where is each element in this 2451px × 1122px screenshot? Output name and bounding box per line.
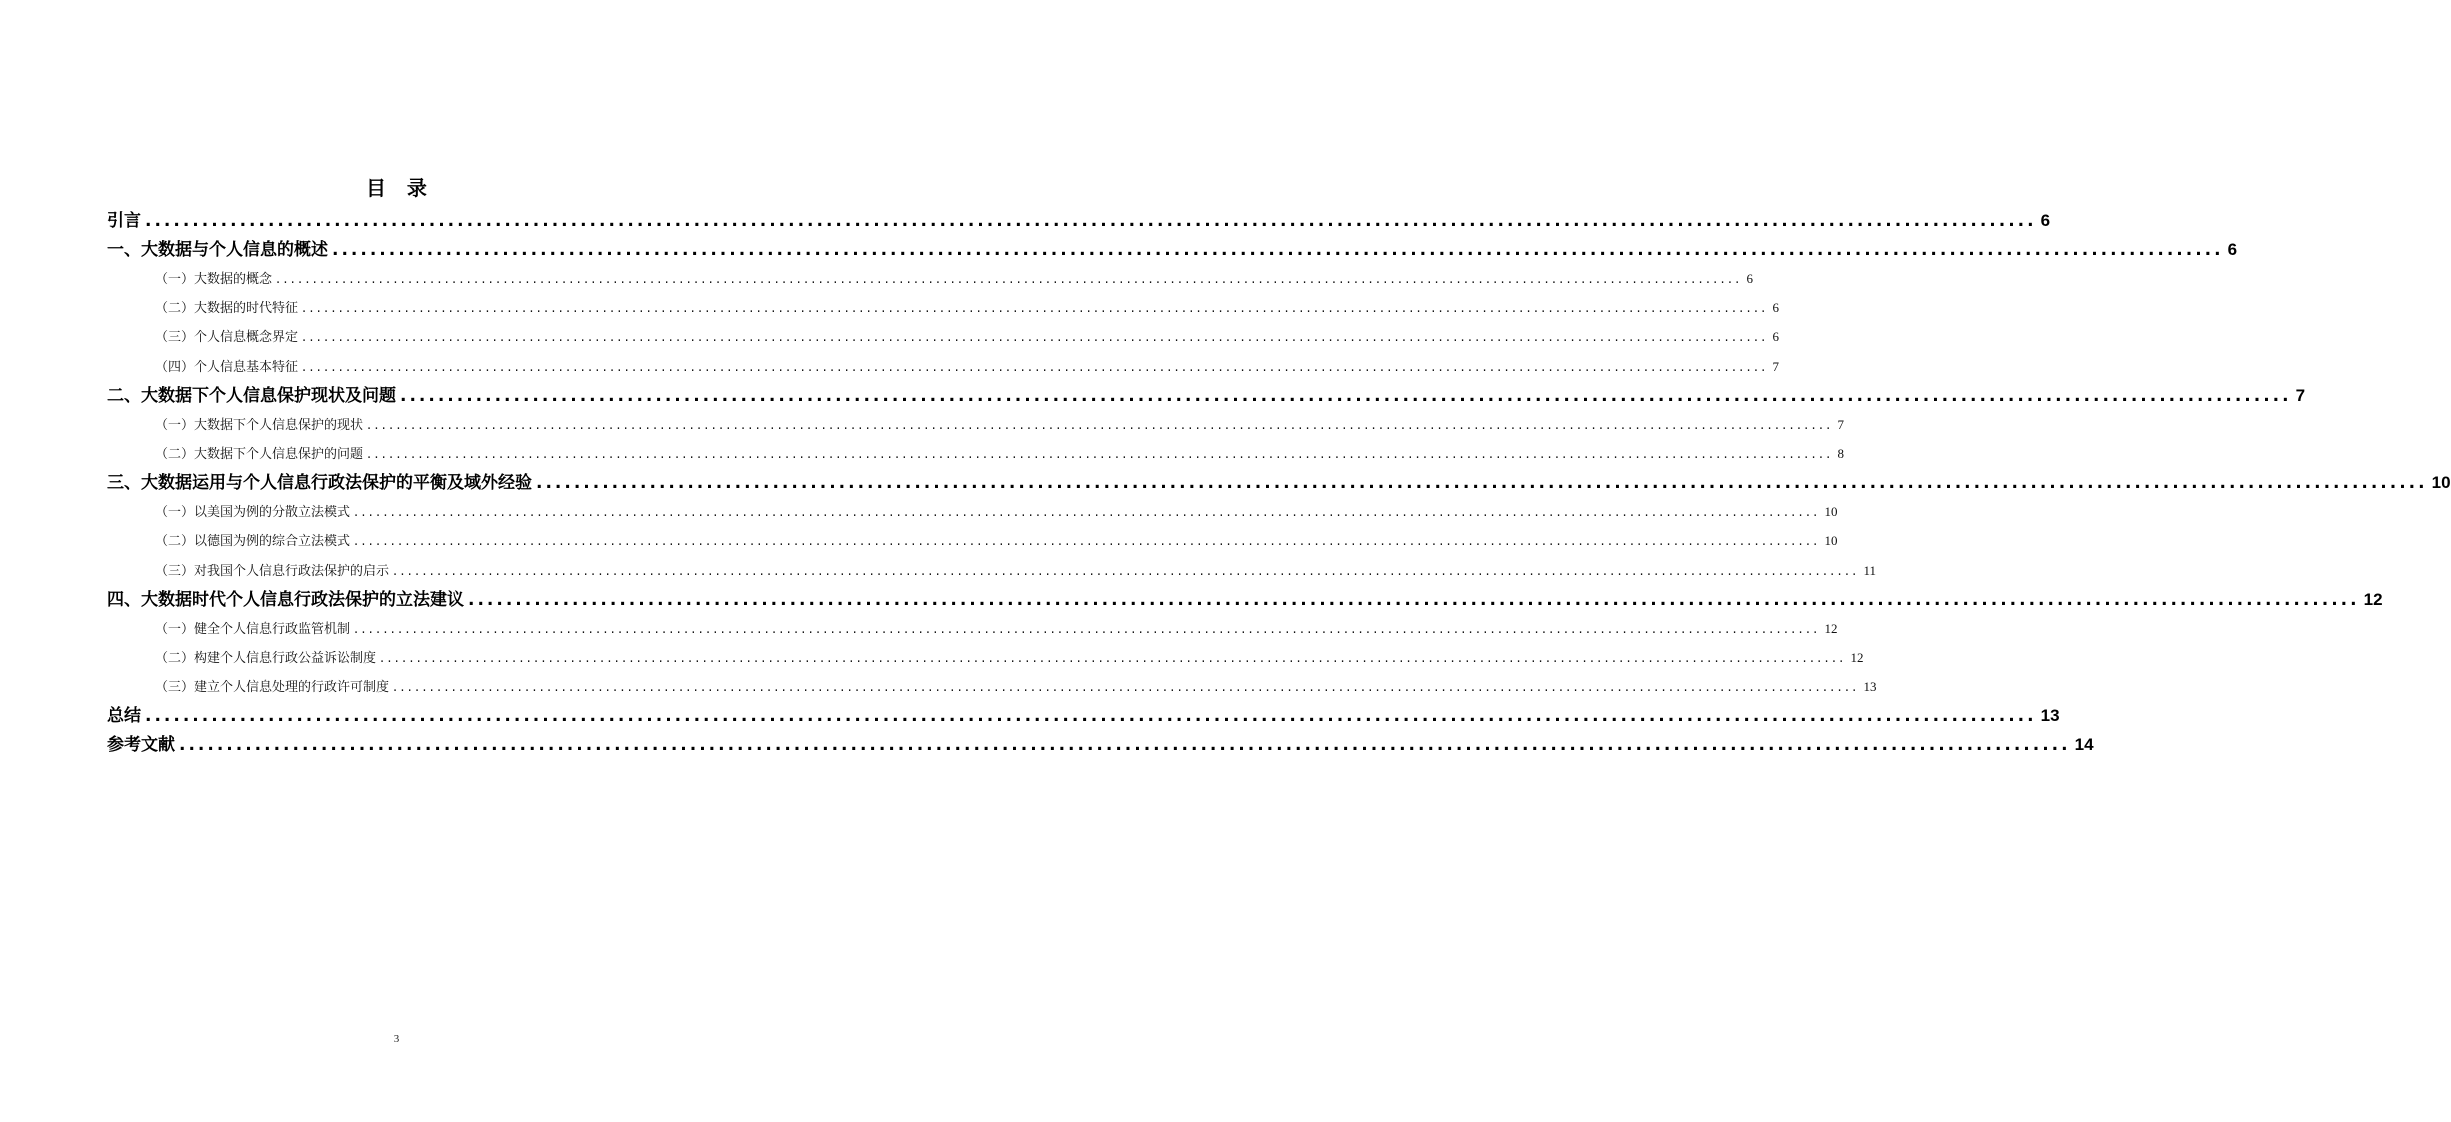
toc-subentry[interactable] bbox=[107, 439, 1844, 468]
toc-leader: ........................................................................................................................................................................................................ bbox=[145, 706, 2037, 727]
toc-entry-page: 6 bbox=[2228, 235, 2237, 264]
toc-title: 目 录 bbox=[366, 176, 427, 200]
toc-entry[interactable] bbox=[107, 381, 2306, 410]
toc-entry-page: 7 bbox=[2296, 381, 2305, 410]
toc-leader: ........................................................................................................................................................................................................ bbox=[468, 589, 2360, 610]
toc-subentry[interactable] bbox=[107, 264, 1753, 293]
toc-entry-label: 三、大数据运用与个人信息行政法保护的平衡及域外经验 bbox=[107, 469, 532, 498]
toc-entry-label: 一、大数据与个人信息的概述 bbox=[107, 236, 328, 265]
toc-entry-page: 10 bbox=[1824, 497, 1837, 526]
toc-entry-label: （一）以美国为例的分散立法模式 bbox=[155, 498, 350, 527]
toc-subentry[interactable] bbox=[107, 352, 1779, 381]
page-number: 3 bbox=[393, 1033, 400, 1045]
toc-subentry[interactable] bbox=[107, 293, 1779, 322]
toc-entry-page: 6 bbox=[1772, 293, 1779, 322]
toc-leader: ........................................................................................................................................................................................................ bbox=[354, 505, 1821, 521]
toc-leader: ........................................................................................................................................................................................................ bbox=[393, 563, 1860, 579]
toc-entry[interactable] bbox=[107, 235, 2238, 264]
toc-leader: ........................................................................................................................................................................................................ bbox=[400, 385, 2292, 406]
toc-entry[interactable] bbox=[107, 730, 2094, 759]
toc-entry-page: 12 bbox=[1850, 643, 1863, 672]
toc-subentry[interactable] bbox=[107, 614, 1838, 643]
toc-entry-page: 6 bbox=[2041, 206, 2050, 235]
toc-entry-label: （一）健全个人信息行政监管机制 bbox=[155, 615, 350, 644]
toc-subentry[interactable] bbox=[107, 556, 1877, 585]
toc-entry-page: 10 bbox=[1824, 526, 1837, 555]
toc-leader: ........................................................................................................................................................................................................ bbox=[536, 473, 2428, 494]
toc-leader: ........................................................................................................................................................................................................ bbox=[179, 735, 2071, 756]
toc-entry-page: 12 bbox=[2364, 585, 2383, 614]
toc-entry-page: 8 bbox=[1837, 439, 1844, 468]
toc-entry-page: 6 bbox=[1746, 264, 1753, 293]
toc-leader: ........................................................................................................................................................................................................ bbox=[332, 240, 2224, 260]
toc-leader: ........................................................................................................................................................................................................ bbox=[302, 359, 1769, 375]
toc-entry-label: （三）建立个人信息处理的行政许可制度 bbox=[155, 673, 389, 702]
toc-entry-label: （四）个人信息基本特征 bbox=[155, 353, 298, 382]
toc-entry-page: 7 bbox=[1837, 410, 1844, 439]
toc-subentry[interactable] bbox=[107, 526, 1838, 555]
toc-leader: ........................................................................................................................................................................................................ bbox=[354, 534, 1821, 550]
toc-leader: ........................................................................................................................................................................................................ bbox=[393, 680, 1860, 696]
toc-entry-label: 四、大数据时代个人信息行政法保护的立法建议 bbox=[107, 586, 464, 615]
toc-entry-page: 10 bbox=[2432, 468, 2451, 497]
toc-entry-label: （二）大数据的时代特征 bbox=[155, 294, 298, 323]
toc-entry[interactable] bbox=[107, 468, 2451, 497]
toc-entry-label: （三）个人信息概念界定 bbox=[155, 323, 298, 352]
toc-entry-label: （二）构建个人信息行政公益诉讼制度 bbox=[155, 644, 376, 673]
toc-entry-page: 14 bbox=[2075, 730, 2094, 759]
toc-entry-page: 11 bbox=[1863, 556, 1876, 585]
toc-subentry[interactable] bbox=[107, 322, 1779, 351]
toc-subentry[interactable] bbox=[107, 410, 1844, 439]
toc-entry[interactable] bbox=[107, 206, 2051, 235]
toc-leader: ........................................................................................................................................................................................................ bbox=[276, 272, 1743, 287]
toc-entry[interactable] bbox=[107, 585, 2383, 614]
toc-entry-page: 13 bbox=[1863, 672, 1876, 701]
toc-entry-label: 参考文献 bbox=[107, 731, 175, 760]
toc-entry-label: （二）大数据下个人信息保护的问题 bbox=[155, 440, 363, 469]
toc-entry-label: （三）对我国个人信息行政法保护的启示 bbox=[155, 557, 389, 586]
toc-subentry[interactable] bbox=[107, 643, 1864, 672]
toc-entry-page: 6 bbox=[1772, 322, 1779, 351]
toc-entry-label: 二、大数据下个人信息保护现状及问题 bbox=[107, 382, 396, 411]
toc-entry-page: 12 bbox=[1824, 614, 1837, 643]
toc-leader: ........................................................................................................................................................................................................ bbox=[354, 621, 1821, 637]
toc-entry[interactable] bbox=[107, 701, 2060, 730]
toc-leader: ........................................................................................................................................................................................................ bbox=[302, 330, 1769, 346]
toc-entry-label: 引言 bbox=[107, 207, 141, 236]
toc-entry-page: 13 bbox=[2041, 701, 2060, 730]
toc-subentry[interactable] bbox=[107, 497, 1838, 526]
toc-leader: ........................................................................................................................................................................................................ bbox=[367, 446, 1834, 462]
toc-subentry[interactable] bbox=[107, 672, 1877, 701]
toc-leader: ........................................................................................................................................................................................................ bbox=[380, 650, 1847, 666]
toc-entry-label: （一）大数据的概念 bbox=[155, 265, 272, 294]
toc-leader: ........................................................................................................................................................................................................ bbox=[302, 301, 1769, 317]
toc-entry-label: （一）大数据下个人信息保护的现状 bbox=[155, 411, 363, 440]
toc-leader: ........................................................................................................................................................................................................ bbox=[145, 211, 2037, 231]
toc-entry-label: 总结 bbox=[107, 702, 141, 731]
toc-list bbox=[107, 206, 2451, 759]
toc-entry-page: 7 bbox=[1772, 352, 1779, 381]
toc-entry-label: （二）以德国为例的综合立法模式 bbox=[155, 527, 350, 556]
toc-leader: ........................................................................................................................................................................................................ bbox=[367, 417, 1834, 433]
